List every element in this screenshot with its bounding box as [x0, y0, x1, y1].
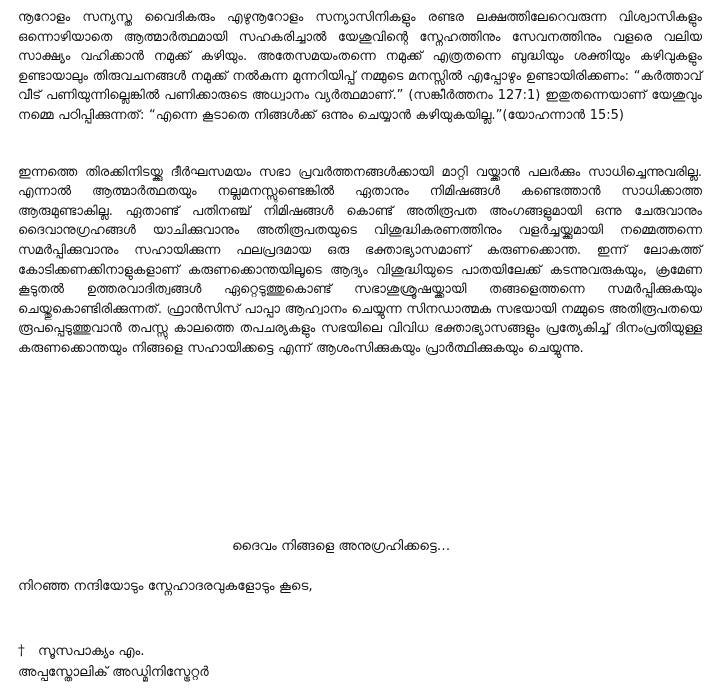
signature-name-line [18, 641, 209, 662]
signature-name: സൂസപാക്യം എം. [38, 643, 145, 659]
signature-block [18, 641, 209, 683]
letter-paragraph-2: ഇന്നത്തെ തിരക്കിനിടയ്ക്കു ദീർഘസമയം സഭാ പ്രവർത്തനങ്ങൾക്കായി മാറ്റി വയ്ക്കാൻ പലർക്കും സാധിച്ചെന്നുവരില്ല. എന്നാൽ ആത്മാർത്ഥതയും നല്ലമനസ്സുണ്ടെങ്കിൽ ഏതാനും നിമിഷങ്ങൾ കണ്ടെത്താൻ സാധിക്കാത്ത ആരുമുണ്ടാകില്ല. ഏതാണ്ട് പതിനഞ്ച് നിമിഷങ്ങൾ കൊണ്ട് അതിരൂപത അംഗങ്ങളുമായി ഒന്നു ചേരുവാനും ദൈവാനുഗ്രഹങ്ങൾ യാചിക്കുവാനും അതിരൂപതയുടെ വിശുദ്ധികരണത്തിനും വളർച്ചയ്ക്കുമായി നമ്മെത്തന്നെ സമർപ്പിക്കുവാനും സഹായിക്കുന്ന ഫലപ്രദമായ ഒരു ഭക്താഭ്യാസമാണ് കരുണക്കൊന്ത. ഇന്ന് ലോകത്ത് കോടിക്കണക്കിനാളുകളാണ് കരുണക്കൊന്തയിലൂടെ ആദ്യം വിശുദ്ധിയുടെ പാതയിലേക്ക് കടന്നുവരുകയും, ക്രമേണ കൂടുതൽ ഉത്തരവാദിത്വങ്ങൾ ഏറ്റെടുത്തുകൊണ്ട് സഭാശുശ്രൂഷയ്ക്കായി തങ്ങളെത്തന്നെ സമർപ്പിക്കുകയും ചെയ്തുകൊണ്ടിരിക്കുന്നത്. ഫ്രാൻസിസ് പാപ്പാ ആഹ്വാനം ചെയ്യുന്ന സിനഡാത്മക സഭയായി നമ്മുടെ അതിരൂപതയെ രൂപപ്പെടുത്തുവാൻ തപസ്സു കാലത്തെ തപചര്യകളും സഭയിലെ വിവിധ ഭക്താഭ്യാസങ്ങളും പ്രത്യേകിച്ച് ദിനംപ്രതിയുള്ള കരുണക്കൊന്തയും നിങ്ങളെ സഹായിക്കട്ടെ എന്ന് ആശംസിക്കുകയും പ്രാർത്ഥിക്കുകയും ചെയ്യുന്നു. [18, 164, 702, 356]
blessing-line: ദൈവം നിങ്ങളെ അനുഗ്രഹിക്കട്ടെ… [232, 538, 451, 554]
letter-paragraph-1: നൂറോളം സന്യസ്ത വൈദികരും എഴുനൂറോളം സന്യാസിനികളും രണ്ടര ലക്ഷത്തിലേറെവരുന്ന വിശ്വാസികളും ഒന്നൊഴിയാതെ ആത്മാർത്ഥമായി സഹകരിച്ചാൽ യേശുവിന്റെ സ്നേഹത്തിനും സേവനത്തിനും വളരെ വലിയ സാക്ഷ്യം വഹിക്കാൻ നമുക്ക് കഴിയും. അതേസമയംതന്നെ നമുക്ക് എത്രതന്നെ ബുദ്ധിയും ശക്തിയും കഴിവുകളും ഉണ്ടായാലും തിരുവചനങ്ങൾ നമുക്ക് നൽകുന്ന മുന്നറിയിപ്പ് നമ്മുടെ മനസ്സിൽ എപ്പോഴും ഉണ്ടായിരിക്കണം: “കർത്താവ് വീട് പണിയുന്നില്ലെങ്കിൽ പണിക്കാരുടെ അധ്വാനം വ്യർത്ഥമാണ്.” (സങ്കീർത്തനം 127:1) ഇതുതന്നെയാണ് യേശുവും നമ്മെ പഠിപ്പിക്കുന്നത്: “എന്നെ കൂടാതെ നിങ്ങൾക്ക് ഒന്നും ചെയ്യാൻ കഴിയുകയില്ല.”(യോഹന്നാൻ 15:5) [18, 10, 702, 123]
signature-title: അപ്പസ്തോലിക് അഡ്മിനിസ്ട്രേറ്റർ [18, 664, 209, 680]
cross-icon: † [18, 643, 25, 659]
closing-line: നിറഞ്ഞ നന്ദിയോടും സ്നേഹാദരവുകളോടും കൂടെ, [18, 578, 313, 594]
letter-body [18, 8, 702, 680]
